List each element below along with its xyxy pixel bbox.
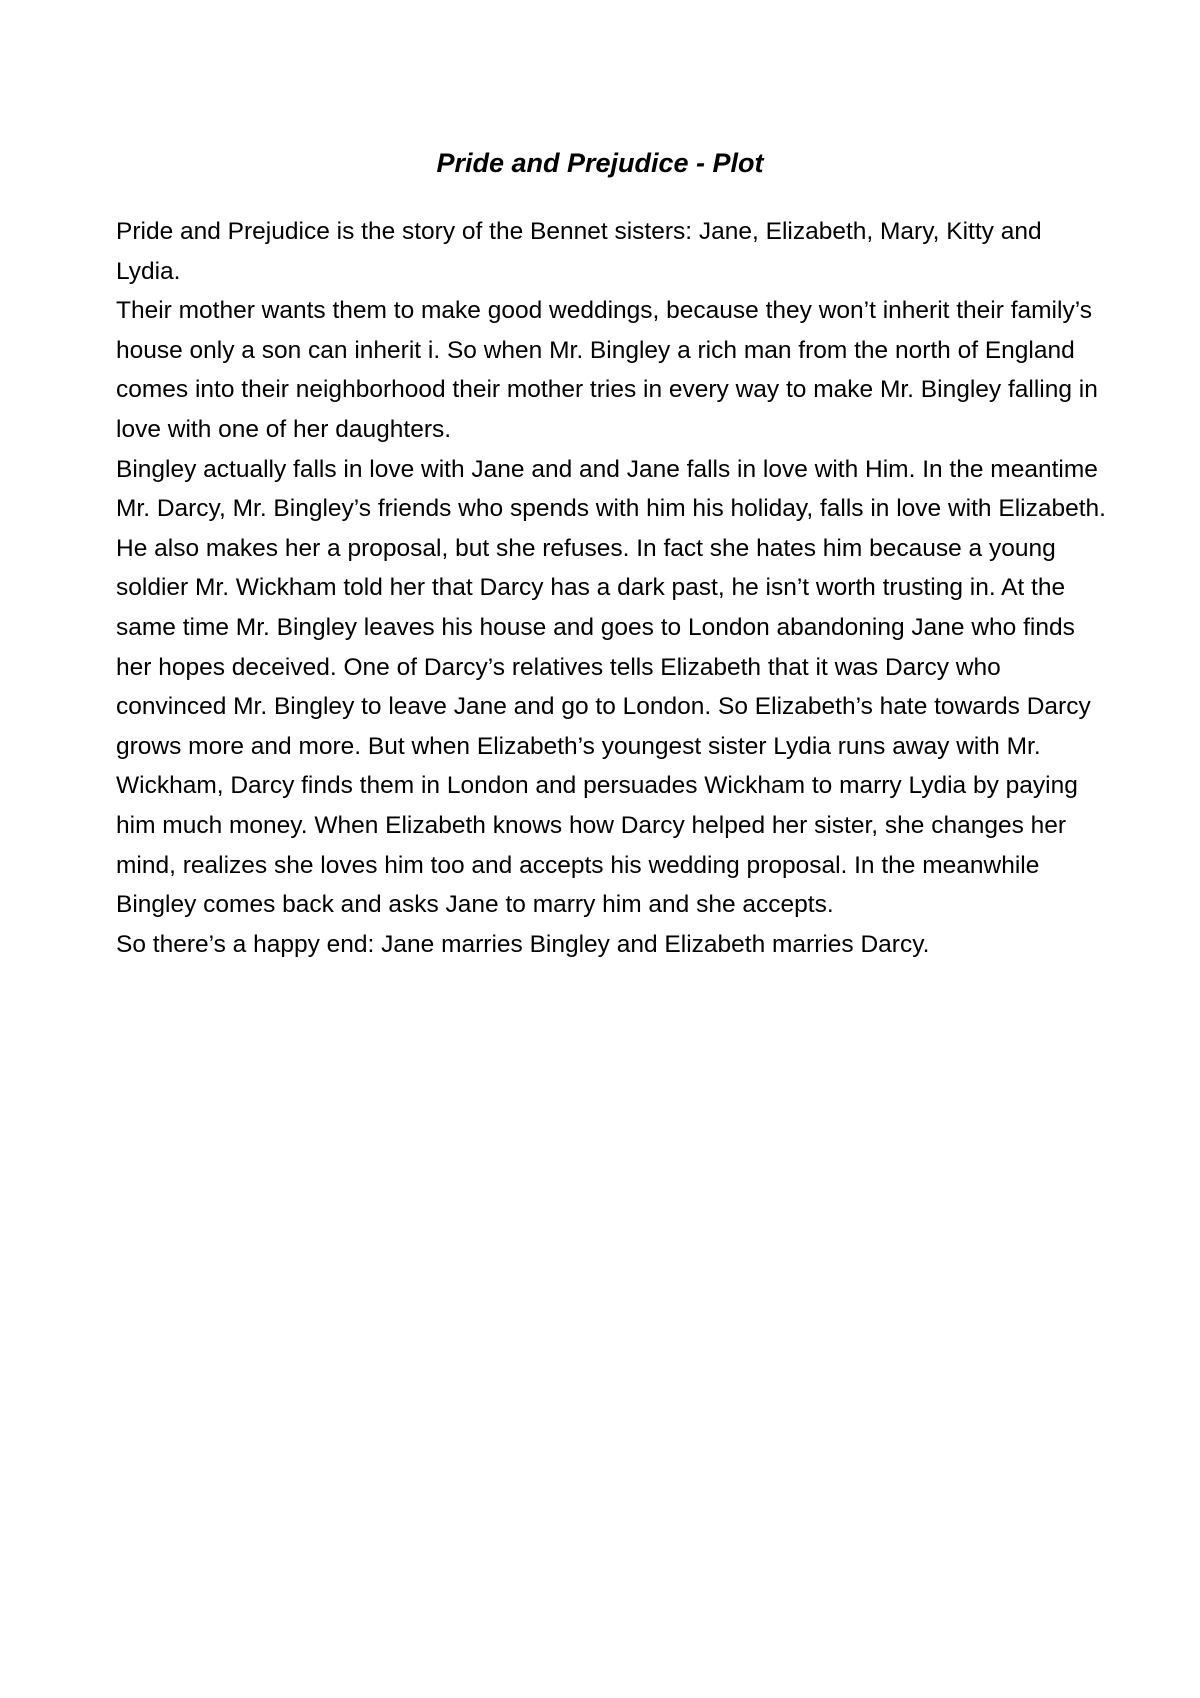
- paragraph-mother: Their mother wants them to make good weddings, because they won’t inherit their family’s house only a son can inherit i. So when Mr. Bingley a rich man from the north of England comes into their neighborhood their mother tries in every way to make Mr. Bingley falling in love with one of her daughters.: [116, 297, 1098, 443]
- paragraph-intro: Pride and Prejudice is the story of the Bennet sisters: Jane, Elizabeth, Mary, Kitty and Lydia.: [116, 218, 1042, 285]
- paragraph-proposal: He also makes her a proposal, but she refuses. In fact she hates him because a young soldier Mr. Wickham told her that Darcy has a dark past, he isn’t worth trusting in. At the same time Mr. Bingley leaves his house and goes to London abandoning Jane who finds her hopes deceived. One of Darcy’s relatives tells Elizabeth that it was Darcy who convinced Mr. Bingley to leave Jane and go to London. So Elizabeth’s hate towards Darcy grows more and more. But when Elizabeth’s youngest sister Lydia runs away with Mr. Wickham, Darcy finds them in London and persuades Wickham to marry Lydia by paying him much money. When Elizabeth knows how Darcy helped her sister, she changes her mind, realizes she loves him too and accepts his wedding proposal. In the meanwhile Bingley comes back and asks Jane to marry him and she accepts.: [116, 534, 1091, 919]
- paragraph-ending: So there’s a happy end: Jane marries Bingley and Elizabeth marries Darcy.: [116, 930, 930, 958]
- paragraph-bingley: Bingley actually falls in love with Jane and and Jane falls in love with Him. In the meantime Mr. Darcy, Mr. Bingley’s friends who spends with him his holiday, falls in love with Elizabeth.: [116, 455, 1106, 523]
- document-body: [116, 212, 1106, 964]
- document-title: Pride and Prejudice - Plot: [436, 148, 764, 178]
